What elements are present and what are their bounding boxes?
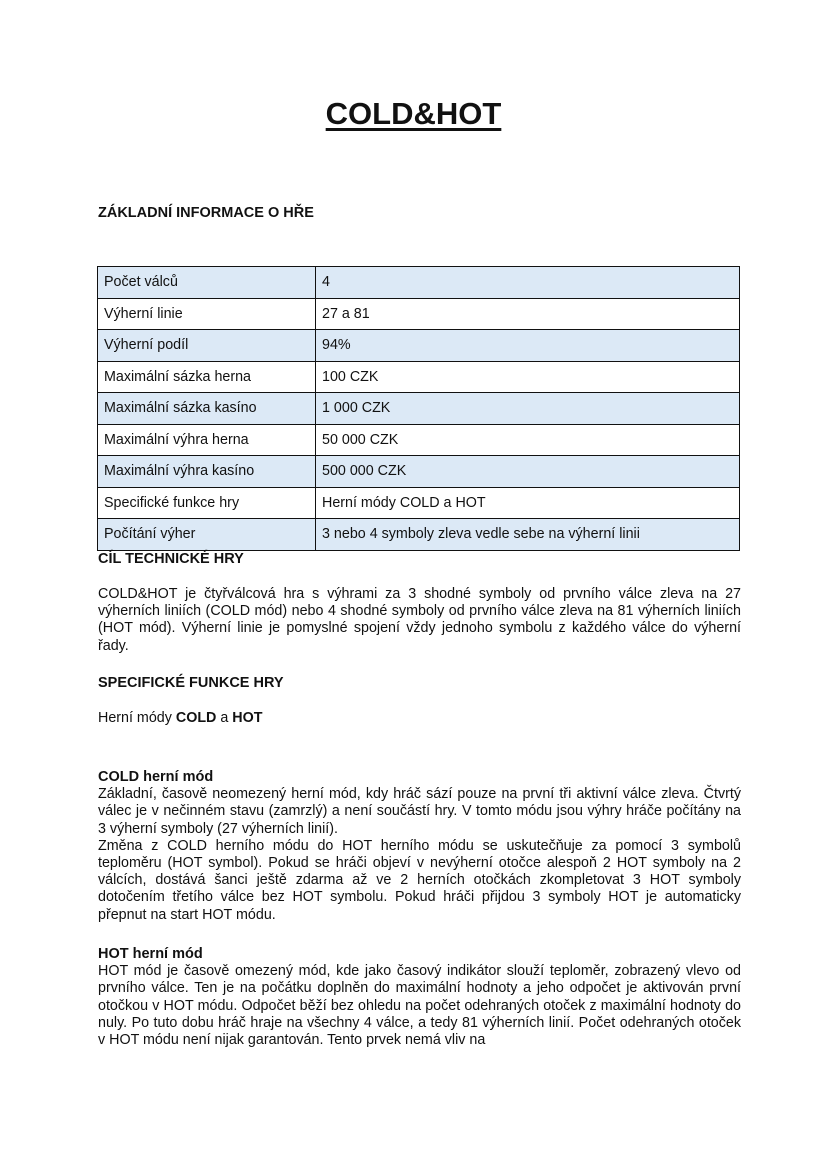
basic-info-table bbox=[97, 266, 740, 551]
table-key: Maximální výhra herna bbox=[98, 424, 316, 456]
heading-goal: CÍL TECHNICKÉ HRY bbox=[98, 551, 244, 567]
goal-text: COLD&HOT je čtyřválcová hra s výhrami za 3 shodné symboly od prvního válce zleva na 27 výherních liniích (COLD mód) nebo 4 shodné symboly od prvního válce zleva na 81 výherních liniích (HOT mód). Výherní linie je pomyslné spojení vždy jednoho symbolu z každého válce do výherní řady. bbox=[98, 586, 741, 654]
table-value: 4 bbox=[316, 267, 740, 299]
heading-basic-info: ZÁKLADNÍ INFORMACE O HŘE bbox=[98, 205, 314, 221]
table-key: Počítání výher bbox=[98, 519, 316, 551]
hot-mode-section bbox=[98, 946, 741, 1049]
modes-prefix: Herní módy bbox=[98, 710, 176, 726]
table-key: Maximální sázka kasíno bbox=[98, 393, 316, 425]
heading-cold-mode: COLD herní mód bbox=[98, 769, 214, 785]
table-row bbox=[98, 456, 740, 488]
cold-mode-paragraph-2: Změna z COLD herního módu do HOT herního módu se uskutečňuje za pomocí 3 symbolů teploměru (HOT symbol). Pokud se hráči objeví v nevýherní otočce alespoň 2 HOT symboly na 2 válcích, dostává šanci ještě zdarma až ve 2 herních otočkách zkompletovat 3 HOT symboly dotočením třetího válce bez HOT symbolu. Pokud hráči přijdou 3 symboly HOT je automaticky přepnut na start HOT módu. bbox=[98, 837, 741, 923]
heading-features: SPECIFICKÉ FUNKCE HRY bbox=[98, 675, 284, 691]
document-title bbox=[0, 96, 827, 132]
hot-mode-paragraph: HOT mód je časově omezený mód, kde jako časový indikátor slouží teploměr, zobrazený vlevo od prvního válce. Ten je na počátku doplněn do maximální hodnoty a jeho odpočet je aktivován první otočkou v HOT módu. Odpočet běží bez ohledu na počet odehraných otoček z maximální hodnoty do nuly. Po tuto dobu hráč hraje na všechny 4 válce, a tedy 81 výherních linií. Počet odehraných otoček v HOT módu není nijak garantován. Tento prvek nemá vliv na bbox=[98, 963, 741, 1049]
table-row bbox=[98, 330, 740, 362]
table-value: 27 a 81 bbox=[316, 298, 740, 330]
modes-line bbox=[98, 710, 741, 727]
table-value: 500 000 CZK bbox=[316, 456, 740, 488]
table-key: Maximální sázka herna bbox=[98, 361, 316, 393]
table-row bbox=[98, 298, 740, 330]
mode-cold-label: COLD bbox=[175, 710, 217, 726]
table-value: 94% bbox=[316, 330, 740, 362]
table-value: Herní módy COLD a HOT bbox=[316, 487, 740, 519]
document-title-text: COLD&HOT bbox=[325, 96, 502, 131]
table-key: Maximální výhra kasíno bbox=[98, 456, 316, 488]
table-row bbox=[98, 424, 740, 456]
table-row bbox=[98, 519, 740, 551]
mode-hot-label: HOT bbox=[232, 710, 263, 726]
goal-paragraph bbox=[98, 586, 741, 655]
table-key: Výherní podíl bbox=[98, 330, 316, 362]
cold-mode-paragraph-1: Základní, časově neomezený herní mód, kdy hráč sází pouze na první tři aktivní válce zleva. Čtvrtý válec je v nečinném stavu (zamrzlý) a není součástí hry. V tomto módu jsou výhry hráče počítány na 3 výherní symboly (27 výherních linií). bbox=[98, 786, 741, 837]
table-row bbox=[98, 267, 740, 299]
modes-middle: a bbox=[216, 710, 233, 726]
heading-hot-mode: HOT herní mód bbox=[98, 946, 203, 962]
table-value: 1 000 CZK bbox=[316, 393, 740, 425]
table-key: Počet válců bbox=[98, 267, 316, 299]
cold-mode-section bbox=[98, 769, 741, 924]
table-row bbox=[98, 361, 740, 393]
table-value: 3 nebo 4 symboly zleva vedle sebe na výherní linii bbox=[316, 519, 740, 551]
table-value: 100 CZK bbox=[316, 361, 740, 393]
table-value: 50 000 CZK bbox=[316, 424, 740, 456]
table-row bbox=[98, 393, 740, 425]
table-key: Výherní linie bbox=[98, 298, 316, 330]
table-row bbox=[98, 487, 740, 519]
table-key: Specifické funkce hry bbox=[98, 487, 316, 519]
